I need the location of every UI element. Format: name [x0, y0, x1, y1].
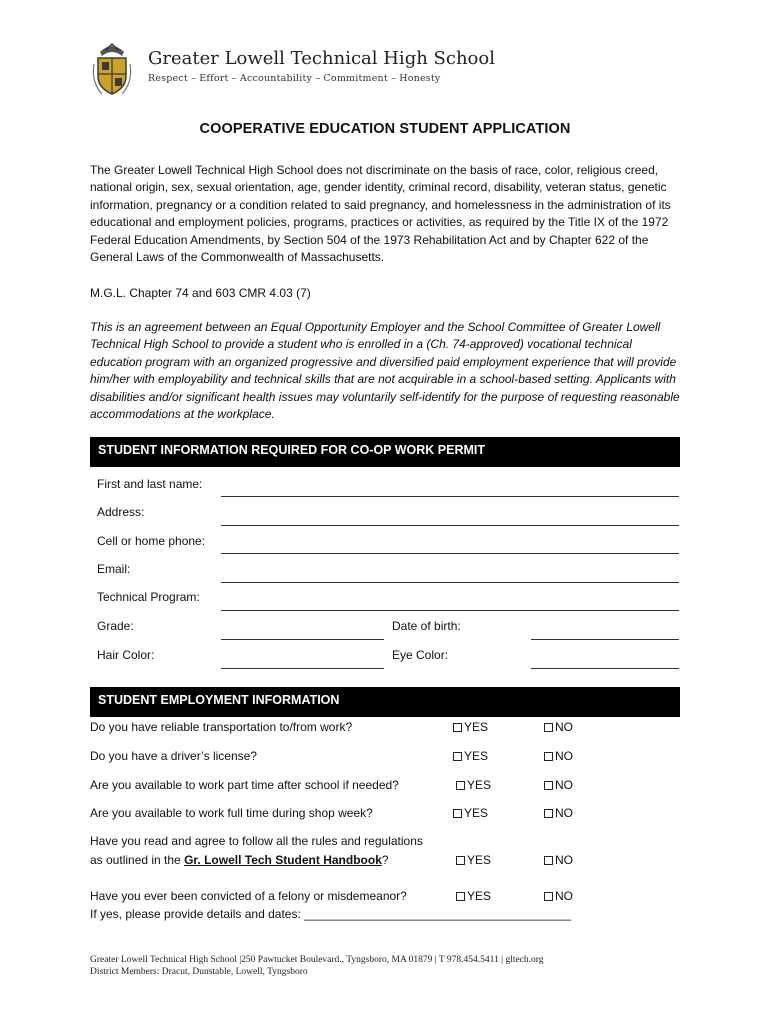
question-handbook-line1: Have you read and agree to follow all the rules and regulations [90, 834, 423, 848]
nondiscrimination-statement: The Greater Lowell Technical High School does not discriminate on the basis of race, color, religious creed, national origin, sex, sexual orientation, age, gender identity, criminal record, disability, veteran status, genetic information, pregnancy or a condition related to said pregnancy, and homelessness in the administration of its educational and employment policies, programs, practices or activities, as required by the Title IX of the 1972 Federal Education Amendments, by Section 504 of the 1973 Rehabilitation Act and by Chapter 622 of the General Laws of the Commonwealth of Massachusetts. [90, 163, 671, 265]
hair-color-label: Hair Color: [97, 648, 155, 662]
checkbox-icon [453, 723, 462, 732]
checkbox-icon [544, 723, 553, 732]
address-label: Address: [97, 505, 145, 519]
checkbox-icon [544, 856, 553, 865]
student-handbook-link[interactable]: Gr. Lowell Tech Student Handbook [184, 853, 382, 867]
email-label: Email: [97, 562, 131, 576]
conviction-details-field[interactable]: If yes, please provide details and dates: ________________________________________ [90, 907, 572, 921]
conviction-no-checkbox[interactable]: NO [544, 889, 573, 903]
transportation-no-checkbox[interactable]: NO [544, 720, 573, 734]
grade-label: Grade: [97, 619, 134, 633]
conviction-yes-checkbox[interactable]: YES [456, 889, 491, 903]
dob-label: Date of birth: [392, 619, 461, 633]
email-field[interactable] [221, 582, 679, 583]
question-part-time: Are you available to work part time after school if needed? [90, 778, 399, 792]
checkbox-icon [456, 781, 465, 790]
footer-district-members: District Members: Dracut, Dunstable, Lowell, Tyngsboro [90, 967, 308, 977]
checkbox-icon [544, 752, 553, 761]
checkbox-icon [544, 892, 553, 901]
checkbox-icon [456, 892, 465, 901]
question-transportation: Do you have reliable transportation to/from work? [90, 720, 353, 734]
drivers-license-yes-checkbox[interactable]: YES [453, 749, 488, 763]
full-time-yes-checkbox[interactable]: YES [453, 806, 488, 820]
handbook-yes-checkbox[interactable]: YES [456, 853, 491, 867]
checkbox-icon [453, 809, 462, 818]
question-drivers-license: Do you have a driver’s license? [90, 749, 257, 763]
drivers-license-no-checkbox[interactable]: NO [544, 749, 573, 763]
technical-program-field[interactable] [221, 610, 679, 611]
checkbox-icon [456, 856, 465, 865]
part-time-yes-checkbox[interactable]: YES [456, 778, 491, 792]
address-field[interactable] [221, 525, 679, 526]
school-motto: Respect – Effort – Accountability – Commitment – Honesty [148, 73, 441, 84]
school-seal-icon [92, 42, 132, 98]
eye-color-field[interactable] [531, 668, 679, 669]
employment-heading: STUDENT EMPLOYMENT INFORMATION [98, 693, 340, 707]
checkbox-icon [544, 809, 553, 818]
technical-program-label: Technical Program: [97, 590, 200, 604]
handbook-no-checkbox[interactable]: NO [544, 853, 573, 867]
first-last-name-label: First and last name: [97, 477, 203, 491]
statute-reference: M.G.L. Chapter 74 and 603 CMR 4.03 (7) [90, 286, 311, 300]
question-full-time: Are you available to work full time during shop week? [90, 806, 373, 820]
transportation-yes-checkbox[interactable]: YES [453, 720, 488, 734]
phone-label: Cell or home phone: [97, 534, 206, 548]
letterhead [92, 42, 692, 102]
part-time-no-checkbox[interactable]: NO [544, 778, 573, 792]
hair-color-field[interactable] [221, 668, 384, 669]
agreement-statement: This is an agreement between an Equal Opportunity Employer and the School Committee of Greater Lowell Technical High School to provide a student who is enrolled in a (Ch. 74-approved) vocational technical education program with an organized progressive and diversified paid employment experience that will provide him/her with employability and technical skills that are not acquirable in a school-based setting. Applicants with disabilities and/or significant health issues may voluntarily self-identify for the purpose of requesting reasonable accommodations at the workplace. [90, 320, 680, 422]
checkbox-icon [453, 752, 462, 761]
school-name: Greater Lowell Technical High School [148, 48, 495, 69]
full-time-no-checkbox[interactable]: NO [544, 806, 573, 820]
phone-field[interactable] [221, 553, 679, 554]
student-info-heading: STUDENT INFORMATION REQUIRED FOR CO-OP WORK PERMIT [98, 443, 486, 457]
employment-section-header [90, 687, 680, 717]
footer-address: Greater Lowell Technical High School |250 Pawtucket Boulevard., Tyngsboro, MA 01879 | T 978.454.5411 | gltech.org [90, 955, 544, 965]
grade-field[interactable] [221, 639, 384, 640]
footer [90, 954, 544, 978]
page-title: COOPERATIVE EDUCATION STUDENT APPLICATION [199, 121, 571, 137]
question-conviction: Have you ever been convicted of a felony or misdemeanor? [90, 889, 407, 903]
student-info-section-header [90, 437, 680, 467]
question-handbook-line2: as outlined in the Gr. Lowell Tech Student Handbook? [90, 853, 389, 867]
dob-field[interactable] [531, 639, 679, 640]
checkbox-icon [544, 781, 553, 790]
eye-color-label: Eye Color: [392, 648, 449, 662]
first-last-name-field[interactable] [221, 496, 679, 497]
